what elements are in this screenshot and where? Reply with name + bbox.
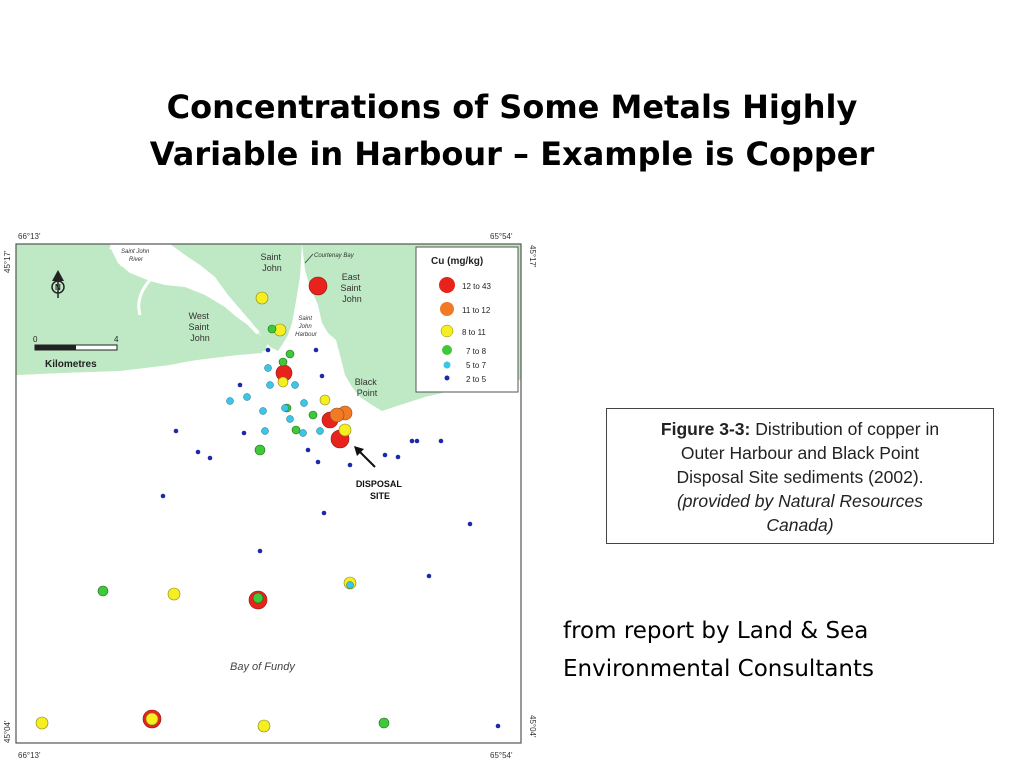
caption-line-2: Outer Harbour and Black Point [680, 443, 920, 463]
legend-title: Cu (mg/kg) [431, 256, 484, 267]
sample-point-cyan [265, 365, 272, 372]
sample-point-blue [242, 431, 247, 436]
sample-point-green [309, 411, 317, 419]
caption-line-3: Disposal Site sediments (2002). [676, 467, 924, 487]
caption-figure-label: Figure 3-3: [660, 419, 751, 439]
sample-point-blue [468, 522, 473, 527]
north-label: N [55, 283, 61, 292]
slide-title [0, 84, 1024, 178]
title-line-1: Concentrations of Some Metals Highly [166, 88, 858, 126]
sample-point-cyan [227, 398, 234, 405]
label-saint-john-river: Saint John River [120, 249, 150, 263]
sample-point-cyan [260, 408, 267, 415]
sample-point-yellow [320, 395, 330, 405]
legend-label: 2 to 5 [466, 375, 487, 384]
sample-point-cyan [287, 416, 294, 423]
sample-point-cyan [262, 428, 269, 435]
sample-point-cyan [267, 382, 274, 389]
sample-point-green [98, 586, 108, 596]
sample-point-blue [427, 574, 432, 579]
coord-top-right: 65°54' [490, 232, 513, 241]
coord-left-top: 45°17' [3, 250, 12, 273]
sample-point-blue [383, 453, 388, 458]
caption-line-1-rest: Distribution of copper in [750, 419, 940, 439]
coord-right-bottom: 45°04' [528, 715, 537, 738]
source-credit [563, 612, 1003, 688]
sample-point-blue [396, 455, 401, 460]
legend-label: 7 to 8 [466, 347, 487, 356]
map-legend [416, 247, 518, 392]
sample-point-cyan [317, 428, 324, 435]
sample-point-blue [174, 429, 179, 434]
sample-point-blue [314, 348, 319, 353]
sample-point-yellow [258, 720, 270, 732]
sample-point-yellow [168, 588, 180, 600]
sample-point-blue [320, 374, 325, 379]
coord-right-top: 45°17' [528, 245, 537, 268]
sample-point-blue [258, 549, 263, 554]
sample-point-red [309, 277, 327, 295]
sample-point-blue [208, 456, 213, 461]
sample-point-blue [410, 439, 415, 444]
sample-point-cyan [347, 582, 354, 589]
legend-label: 12 to 43 [462, 282, 491, 291]
legend-swatch-red [439, 277, 455, 293]
label-bay-of-fundy: Bay of Fundy [230, 661, 295, 673]
legend-swatch-cyan [444, 362, 451, 369]
sample-point-green [379, 718, 389, 728]
caption-line-1 [607, 417, 993, 441]
sample-point-blue [316, 460, 321, 465]
sample-point-green [268, 325, 276, 333]
sample-point-green [292, 426, 300, 434]
sample-point-green [279, 358, 287, 366]
copper-distribution-map [0, 225, 550, 762]
coord-bottom-right: 65°54' [490, 751, 513, 760]
figure-caption-box [606, 408, 994, 544]
label-saint-john-harbour: Saint John Harbour [295, 316, 317, 338]
sample-point-yellow [36, 717, 48, 729]
sample-point-green [253, 593, 263, 603]
sample-point-cyan [244, 394, 251, 401]
caption-line-5: Canada) [766, 515, 834, 535]
sample-point-blue [322, 511, 327, 516]
sample-point-cyan [301, 400, 308, 407]
legend-swatch-green [442, 345, 452, 355]
label-courtenay-bay: Courtenay Bay [314, 253, 354, 259]
sample-point-blue [439, 439, 444, 444]
legend-label: 11 to 12 [462, 306, 491, 315]
label-east-saint-john: East Saint John [340, 272, 362, 304]
sample-point-blue [196, 450, 201, 455]
coord-left-bottom: 45°04' [3, 720, 12, 743]
title-line-2: Variable in Harbour – Example is Copper [149, 135, 875, 173]
scale-unit: Kilometres [45, 359, 97, 370]
sample-point-blue [415, 439, 420, 444]
sample-point-blue [496, 724, 501, 729]
label-saint-john: Saint John [260, 252, 282, 273]
sample-point-yellow [278, 377, 288, 387]
scale-start: 0 [33, 335, 38, 344]
sample-point-cyan [282, 405, 289, 412]
sample-point-yellow [339, 424, 351, 436]
sample-point-cyan [292, 382, 299, 389]
sample-point-blue [266, 348, 271, 353]
sample-point-blue [161, 494, 166, 499]
coord-bottom-left: 66°13' [18, 751, 41, 760]
legend-swatch-blue [445, 376, 450, 381]
legend-label: 5 to 7 [466, 361, 487, 370]
legend-label: 8 to 11 [462, 328, 486, 337]
sample-point-orange [330, 408, 344, 422]
sample-point-cyan [300, 430, 307, 437]
sample-point-green [255, 445, 265, 455]
scale-end: 4 [114, 335, 119, 344]
source-line-2: Environmental Consultants [563, 656, 875, 682]
sample-point-yellow [146, 713, 158, 725]
sample-point-yellow [256, 292, 268, 304]
label-disposal-site: DISPOSAL SITE [355, 479, 402, 501]
sample-point-blue [348, 463, 353, 468]
label-black-point: Black Point [354, 377, 378, 398]
sample-point-blue [238, 383, 243, 388]
sample-point-green [286, 350, 294, 358]
sample-point-blue [306, 448, 311, 453]
legend-swatch-yellow [441, 325, 453, 337]
legend-swatch-orange [440, 302, 454, 316]
label-west-saint-john: West Saint John [188, 311, 210, 343]
coord-top-left: 66°13' [18, 232, 41, 241]
caption-line-4: (provided by Natural Resources [676, 491, 924, 511]
source-line-1: from report by Land & Sea [563, 618, 869, 644]
